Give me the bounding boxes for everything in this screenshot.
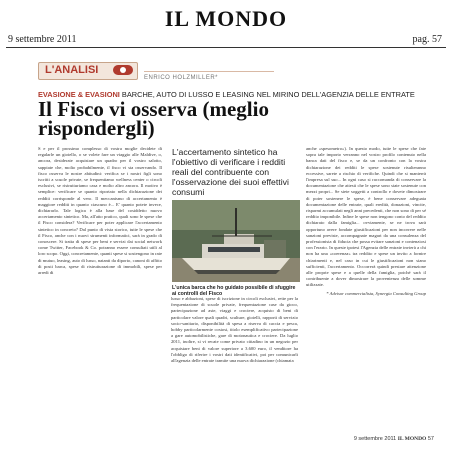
body-column-3	[306, 146, 426, 297]
kicker-text: BARCHE, AUTO DI LUSSO E LEASING NEL MIRINO DELL'AGENZIA DELLE ENTRATE	[119, 90, 415, 99]
author-signoff: * Advisor commercialista, Synergia Consulting Group	[326, 290, 426, 296]
footer-date: 9 settembre 2011	[353, 436, 397, 442]
body-column-3-text: anche «spesometro»). In questo modo, tutte le spese che fate sopra tale importo verranno nel vostro profilo contenuto nella banca dati del fisco e, se da un confronto con la vostra dichiarazione dei redditi le spese sostenute risulteranno eccessive, sarete a rischio di verifiche. Quindi che si manterrà l'impresa sul suo... In ogni caso si raccomanda di conservare la documentazione che attesti che le spese sono state sostenute con mezzi propri... Se siete soggetti a controllo e dovete dimostrare di poter sostenere le spese, è bene conservare adeguata documentazione delle entrate, quali eredità, donazioni, vincite, risparmi accumulati negli anni precedenti, che non sono di per sé reddito imponibile. Infine le spese non tengono conto del reddito dichiarato dalla famiglia... ovviamente, se ne trova sarà opportuno avere fondate giustificazioni per non incorrere nelle sanzioni previste, accompagnate magari da una consulenza del professionista di fiducia che possa evitare sanzioni e contenziosi con l'erario. In queste ipotesi l'Agenzia delle entrate invierà a chi non ha una «coerenza» tra reddito e spese un invito a fornire chiarimenti e, nel caso in cui le giustificazioni non siano sufficienti, l'accertamento. Occorrerà quindi prestare attenzione alle proprie spese e a quelle della famiglia, poiché sarà il contribuente a dover dimostrare la provenienza delle somme utilizzate.	[306, 146, 426, 288]
page-footer	[354, 436, 434, 442]
photo-caption: L'unica barca che ho guidato possibile di sfuggire ai controlli del Fisco	[172, 285, 296, 297]
newspaper-title: IL MONDO	[164, 6, 288, 31]
body-column-2: lusso e abbazioni, spese di iscrizione in circoli esclusivi, rette per la frequentazione di scuole private, frequentazione case da gioco, partecipazione ad aste, viaggi e crociere, acquisto di beni di particolare valore quali quadri, sculture, gioielli, rapporti di servizio socio-sanitario, disponibilità di spesa a riserva di caccia e pesca, hobby particolarmente costosi, titolo esemplificativo partecipazione a gare automobilistiche, gare di motonautica e crociere. Da luglio 2011, inoltre, si vi recate come privato cittadino in un negozio per acquistare beni di valore superiore a 3.600 euro, il venditore ha l'obbligo di riferire i vostri dati identificativi, poi per comunicarli all'agenzia delle entrate tramite una nuova dichiarazione (chiamata	[171, 296, 298, 364]
kicker-bold: EVASIONE & EVASIONI	[38, 90, 120, 99]
eye-icon	[113, 65, 133, 75]
footer-paper: IL MONDO	[397, 436, 427, 442]
author-name: ENRICO HOLZMILLER*	[144, 75, 219, 81]
masthead	[6, 4, 446, 45]
boat-photo	[172, 200, 300, 282]
section-tag	[38, 62, 138, 80]
footer-page: 57	[427, 436, 434, 442]
pull-quote: L'accertamento sintetico ha l'obiettivo di verificare i redditi reali del contribuente con l'osservazione dei suoi effettivi consumi	[172, 147, 289, 197]
body-column-1: S e per il prossimo complesso di vostra moglie decidete di regalarle un gioiello, o se volete fare un viaggio alle Maldive, o, ancora, desiderate acquistare un quadro per il vostro salotto, sappiate che, molto probabilmente, il fisco vi sta osservando. Il fisco osserva le nostre abitudini: verifica se i nostri figli sono iscritti a scuole private, se frequentiamo wellness center o circoli esclusivi, se ristrutturiamo casa e molto altro ancora. Il motivo è semplice: verificare se quanto riportato nella dichiarazione dei redditi corrisponde al vero. Il meccanismo di accertamento è maggiore redditi in quanto ciascuno è... E' quanto potete invece, dichiararlo. Tale logica è alla base del cosiddetto nuovo accertamento sintetico. Ma, all'atto pratico, quali sono le spese che il Fisco considera? Verificare per poter applicare l'accertamento sintetico in concreto? Dal punto di vista storico, tutte le spese che il Fisco, anche con i nuovi strumenti informatici, sarà in grado di conoscere. Si tratta di spese per beni e servizi dai social network come Twitter, Facebook & Co. potranno essere consultati utili al loro scopo. Oggi, concretamente, quanti spese si sostengono in rate di mutuo, leasing, auto di lusso, natanti da diporto, canoni di affitto di posti barca, spese di ristrutturazione di immobili, spese per arredi di	[38, 146, 162, 276]
section-label: L'ANALISI	[45, 64, 99, 76]
masthead-divider	[6, 47, 446, 48]
issue-date: 9 settembre 2011	[8, 34, 77, 45]
section-rule	[144, 71, 274, 72]
newspaper-page	[6, 4, 446, 448]
page-number: pag. 57	[412, 34, 442, 45]
headline: Il Fisco vi osserva (meglio rispondergli)	[38, 97, 269, 140]
